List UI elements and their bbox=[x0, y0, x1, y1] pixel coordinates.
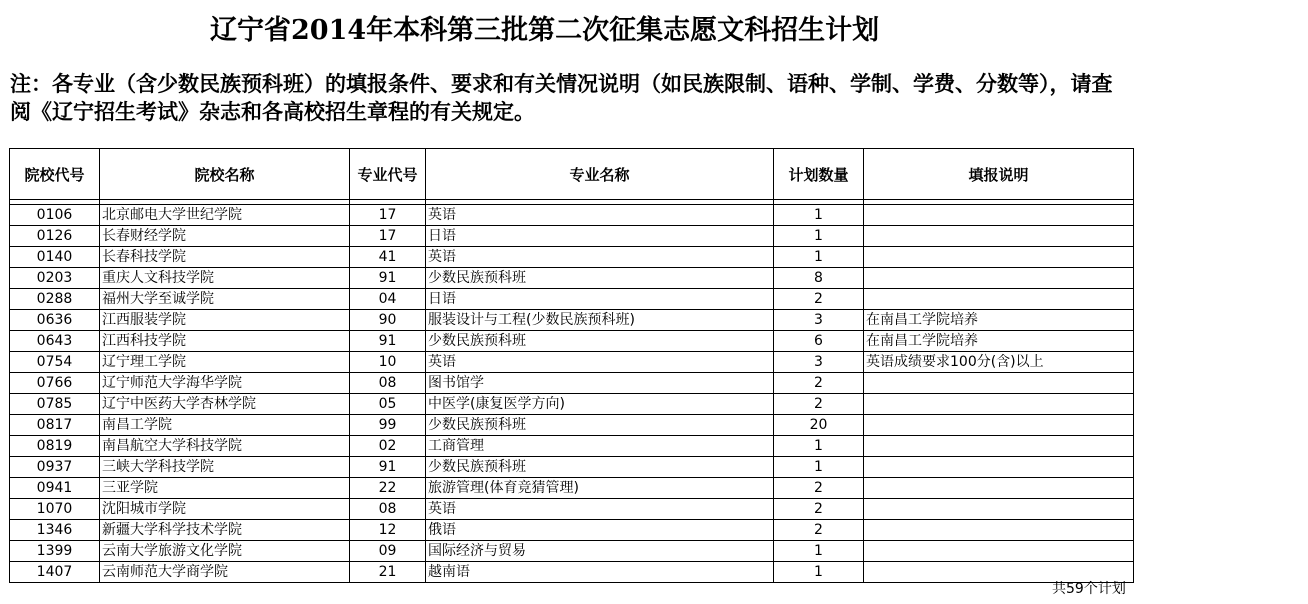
total-count: 共59个计划 bbox=[1052, 581, 1126, 597]
table-row bbox=[10, 415, 1134, 436]
school-code-cell: 0288 bbox=[10, 289, 100, 310]
major-name-cell: 工商管理 bbox=[426, 436, 774, 457]
plan-count-cell: 20 bbox=[774, 415, 864, 436]
remarks-cell bbox=[864, 247, 1134, 268]
major-code-cell: 09 bbox=[350, 541, 426, 562]
plan-count-cell: 2 bbox=[774, 499, 864, 520]
plan-count-cell: 2 bbox=[774, 373, 864, 394]
school-code-cell: 0817 bbox=[10, 415, 100, 436]
school-name-cell: 长春财经学院 bbox=[100, 226, 350, 247]
plan-count-cell: 1 bbox=[774, 247, 864, 268]
school-name-cell: 辽宁理工学院 bbox=[100, 352, 350, 373]
remarks-cell bbox=[864, 289, 1134, 310]
plan-count-cell: 1 bbox=[774, 205, 864, 226]
major-name-cell: 中医学(康复医学方向) bbox=[426, 394, 774, 415]
plan-count-cell: 3 bbox=[774, 310, 864, 331]
school-code-cell: 1346 bbox=[10, 520, 100, 541]
plan-count-cell: 6 bbox=[774, 331, 864, 352]
school-code-cell: 0785 bbox=[10, 394, 100, 415]
page-title: 辽宁省2014年本科第三批第二次征集志愿文科招生计划 bbox=[210, 15, 880, 46]
major-code-cell: 99 bbox=[350, 415, 426, 436]
major-name-cell: 少数民族预科班 bbox=[426, 415, 774, 436]
major-code-cell: 05 bbox=[350, 394, 426, 415]
school-code-cell: 0754 bbox=[10, 352, 100, 373]
major-code-cell: 90 bbox=[350, 310, 426, 331]
table-row bbox=[10, 205, 1134, 226]
remarks-cell bbox=[864, 436, 1134, 457]
remarks-cell: 英语成绩要求100分(含)以上 bbox=[864, 352, 1134, 373]
table-row bbox=[10, 520, 1134, 541]
table-header-row bbox=[10, 149, 1134, 200]
major-name-cell: 英语 bbox=[426, 499, 774, 520]
table-row bbox=[10, 457, 1134, 478]
school-name-cell: 沈阳城市学院 bbox=[100, 499, 350, 520]
school-code-cell: 0937 bbox=[10, 457, 100, 478]
major-code-cell: 21 bbox=[350, 562, 426, 583]
plan-count-cell: 1 bbox=[774, 562, 864, 583]
major-name-cell: 少数民族预科班 bbox=[426, 331, 774, 352]
remarks-cell bbox=[864, 541, 1134, 562]
school-name-cell: 长春科技学院 bbox=[100, 247, 350, 268]
plan-count-cell: 2 bbox=[774, 520, 864, 541]
school-name-cell: 江西服装学院 bbox=[100, 310, 350, 331]
plan-count-cell: 2 bbox=[774, 394, 864, 415]
remarks-cell: 在南昌工学院培养 bbox=[864, 310, 1134, 331]
school-name-cell: 云南大学旅游文化学院 bbox=[100, 541, 350, 562]
major-name-cell: 旅游管理(体育竞猜管理) bbox=[426, 478, 774, 499]
table-row bbox=[10, 289, 1134, 310]
major-name-cell: 服装设计与工程(少数民族预科班) bbox=[426, 310, 774, 331]
major-code-cell: 91 bbox=[350, 331, 426, 352]
school-code-cell: 0766 bbox=[10, 373, 100, 394]
school-code-cell: 0819 bbox=[10, 436, 100, 457]
plan-count-cell: 1 bbox=[774, 436, 864, 457]
header-major-code: 专业代号 bbox=[350, 149, 426, 200]
table-row bbox=[10, 541, 1134, 562]
school-code-cell: 0941 bbox=[10, 478, 100, 499]
major-code-cell: 17 bbox=[350, 226, 426, 247]
remarks-cell bbox=[864, 205, 1134, 226]
school-code-cell: 1399 bbox=[10, 541, 100, 562]
table-row bbox=[10, 373, 1134, 394]
header-major-name: 专业名称 bbox=[426, 149, 774, 200]
major-code-cell: 02 bbox=[350, 436, 426, 457]
school-name-cell: 辽宁中医药大学杏林学院 bbox=[100, 394, 350, 415]
school-name-cell: 南昌工学院 bbox=[100, 415, 350, 436]
plan-count-cell: 2 bbox=[774, 289, 864, 310]
remarks-cell: 在南昌工学院培养 bbox=[864, 331, 1134, 352]
school-name-cell: 新疆大学科学技术学院 bbox=[100, 520, 350, 541]
table-row bbox=[10, 226, 1134, 247]
major-name-cell: 少数民族预科班 bbox=[426, 457, 774, 478]
school-name-cell: 云南师范大学商学院 bbox=[100, 562, 350, 583]
plan-table bbox=[9, 148, 1134, 583]
remarks-cell bbox=[864, 268, 1134, 289]
major-code-cell: 22 bbox=[350, 478, 426, 499]
major-code-cell: 91 bbox=[350, 457, 426, 478]
school-name-cell: 福州大学至诚学院 bbox=[100, 289, 350, 310]
school-name-cell: 三亚学院 bbox=[100, 478, 350, 499]
school-code-cell: 0140 bbox=[10, 247, 100, 268]
remarks-cell bbox=[864, 226, 1134, 247]
school-name-cell: 三峡大学科技学院 bbox=[100, 457, 350, 478]
remarks-cell bbox=[864, 499, 1134, 520]
major-code-cell: 17 bbox=[350, 205, 426, 226]
school-code-cell: 0636 bbox=[10, 310, 100, 331]
major-name-cell: 俄语 bbox=[426, 520, 774, 541]
school-code-cell: 1070 bbox=[10, 499, 100, 520]
major-name-cell: 日语 bbox=[426, 289, 774, 310]
school-name-cell: 江西科技学院 bbox=[100, 331, 350, 352]
plan-count-cell: 8 bbox=[774, 268, 864, 289]
major-code-cell: 12 bbox=[350, 520, 426, 541]
major-code-cell: 04 bbox=[350, 289, 426, 310]
header-remarks: 填报说明 bbox=[864, 149, 1134, 200]
major-name-cell: 英语 bbox=[426, 205, 774, 226]
header-school-name: 院校名称 bbox=[100, 149, 350, 200]
header-plan-count: 计划数量 bbox=[774, 149, 864, 200]
remarks-cell bbox=[864, 415, 1134, 436]
plan-count-cell: 3 bbox=[774, 352, 864, 373]
remarks-cell bbox=[864, 520, 1134, 541]
major-code-cell: 10 bbox=[350, 352, 426, 373]
plan-count-cell: 1 bbox=[774, 226, 864, 247]
school-name-cell: 辽宁师范大学海华学院 bbox=[100, 373, 350, 394]
table-row bbox=[10, 352, 1134, 373]
header-school-code: 院校代号 bbox=[10, 149, 100, 200]
remarks-cell bbox=[864, 373, 1134, 394]
school-code-cell: 1407 bbox=[10, 562, 100, 583]
school-code-cell: 0106 bbox=[10, 205, 100, 226]
school-name-cell: 南昌航空大学科技学院 bbox=[100, 436, 350, 457]
plan-count-cell: 1 bbox=[774, 457, 864, 478]
major-code-cell: 08 bbox=[350, 373, 426, 394]
school-name-cell: 北京邮电大学世纪学院 bbox=[100, 205, 350, 226]
remarks-cell bbox=[864, 478, 1134, 499]
major-name-cell: 英语 bbox=[426, 352, 774, 373]
table-row bbox=[10, 562, 1134, 583]
major-name-cell: 少数民族预科班 bbox=[426, 268, 774, 289]
table-row bbox=[10, 478, 1134, 499]
major-code-cell: 08 bbox=[350, 499, 426, 520]
note-text: 注：各专业（含少数民族预科班）的填报条件、要求和有关情况说明（如民族限制、语种、学制、学费、分数等），请查阅《辽宁招生考试》杂志和各高校招生章程的有关规定。 bbox=[10, 71, 1113, 124]
major-name-cell: 国际经济与贸易 bbox=[426, 541, 774, 562]
school-code-cell: 0643 bbox=[10, 331, 100, 352]
school-code-cell: 0126 bbox=[10, 226, 100, 247]
remarks-cell bbox=[864, 457, 1134, 478]
major-name-cell: 图书馆学 bbox=[426, 373, 774, 394]
table-row bbox=[10, 310, 1134, 331]
plan-count-cell: 2 bbox=[774, 478, 864, 499]
school-name-cell: 重庆人文科技学院 bbox=[100, 268, 350, 289]
table-row bbox=[10, 268, 1134, 289]
major-name-cell: 英语 bbox=[426, 247, 774, 268]
major-code-cell: 91 bbox=[350, 268, 426, 289]
table-row bbox=[10, 436, 1134, 457]
major-code-cell: 41 bbox=[350, 247, 426, 268]
table-row bbox=[10, 499, 1134, 520]
plan-count-cell: 1 bbox=[774, 541, 864, 562]
table-row bbox=[10, 247, 1134, 268]
major-name-cell: 日语 bbox=[426, 226, 774, 247]
school-code-cell: 0203 bbox=[10, 268, 100, 289]
major-name-cell: 越南语 bbox=[426, 562, 774, 583]
table-row bbox=[10, 394, 1134, 415]
remarks-cell bbox=[864, 394, 1134, 415]
table-row bbox=[10, 331, 1134, 352]
